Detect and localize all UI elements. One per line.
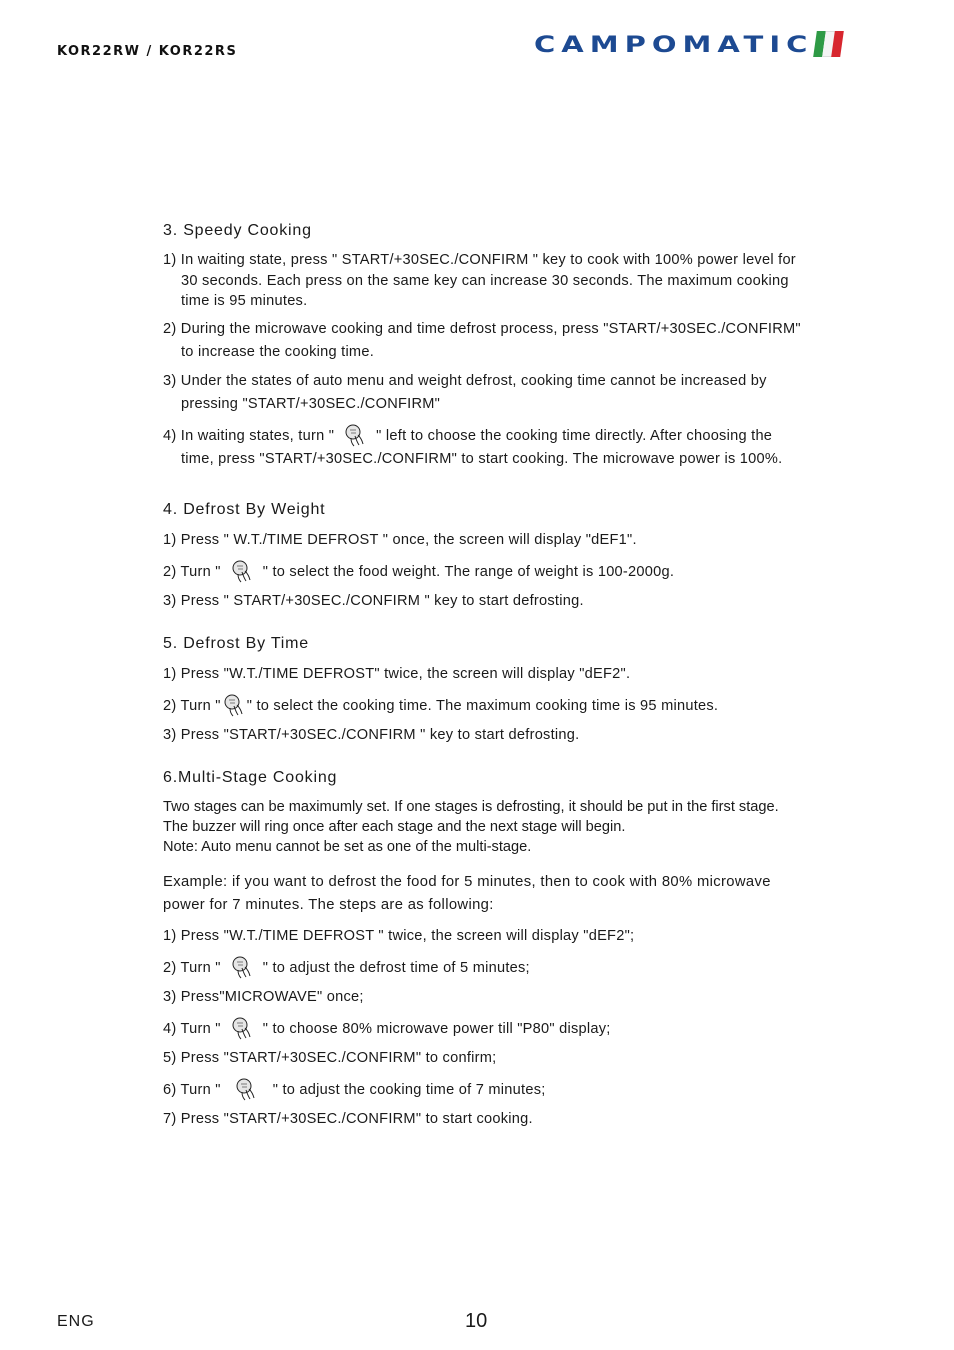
step: 5) Press "START/+30SEC./CONFIRM" to confirm; (163, 1049, 497, 1066)
step: 2) Turn " " to select the cooking time. The maximum cooking time is 95 minutes. (163, 692, 803, 718)
section-title: 6.Multi-Stage Cooking (163, 768, 338, 786)
section-defrost-by-time (163, 635, 803, 747)
italian-flag-icon (814, 31, 845, 57)
step: 2) Turn " " to adjust the defrost time of 5 minutes; (163, 954, 803, 980)
section-title: 4. Defrost By Weight (163, 500, 326, 518)
hand-turning-knob-icon (229, 558, 255, 584)
section-title: 5. Defrost By Time (163, 634, 309, 652)
step: 3) Under the states of auto menu and weight defrost, cooking time cannot be increased by pressing "START/+30SEC./CONFIRM" (163, 372, 767, 412)
section-defrost-by-weight (163, 501, 803, 613)
step: 3) Press " START/+30SEC./CONFIRM " key to start defrosting. (163, 592, 584, 609)
intro-text: Two stages can be maximumly set. If one stages is defrosting, it should be put in the first stage. The buzzer will ring once after each stage and the next stage will begin. Note: Auto menu cannot be set as one of the multi-stage. (163, 798, 779, 855)
manual-content (163, 222, 803, 1153)
step: 1) Press " W.T./TIME DEFROST " once, the screen will display "dEF1". (163, 531, 637, 548)
step: 3) Press "START/+30SEC./CONFIRM " key to start defrosting. (163, 726, 580, 743)
section-speedy-cooking (163, 222, 803, 471)
example-text: Example: if you want to defrost the food for 5 minutes, then to cook with 80% microwave power for 7 minutes. The steps are as following: (163, 873, 771, 913)
step: 2) Turn " " to select the food weight. The range of weight is 100-2000g. (163, 558, 803, 584)
step: 4) Turn " " to choose 80% microwave power till "P80" display; (163, 1015, 803, 1041)
step: 1) Press "W.T./TIME DEFROST" twice, the screen will display "dEF2". (163, 665, 631, 682)
page-number: 10 (465, 1310, 488, 1332)
brand-name: CAMPOMATIC (534, 30, 814, 58)
step: 3) Press"MICROWAVE" once; (163, 988, 364, 1005)
step: 6) Turn " " to adjust the cooking time of 7 minutes; (163, 1076, 803, 1102)
hand-turning-knob-icon (221, 692, 247, 718)
hand-turning-knob-icon (229, 1015, 255, 1041)
section-multi-stage-cooking (163, 769, 803, 1131)
model-number: KOR22RW / KOR22RS (57, 44, 238, 59)
hand-turning-knob-icon (229, 954, 255, 980)
step: 4) In waiting states, turn " " left to choose the cooking time directly. After choosing the time, press "START/+30SEC./CONFIRM" to start cooking. The microwave power is 100%. (163, 422, 803, 471)
step: 7) Press "START/+30SEC./CONFIRM" to start cooking. (163, 1110, 533, 1127)
section-title: 3. Speedy Cooking (163, 222, 312, 239)
step: 2) During the microwave cooking and time defrost process, press "START/+30SEC./CONFIRM" to increase the cooking time. (163, 320, 801, 360)
step: 1) In waiting state, press " START/+30SEC./CONFIRM " key to cook with 100% power level for 30 seconds. Each press on the same key can increase 30 seconds. The maximum cooking time is 95 minutes. (163, 252, 796, 309)
step: 1) Press "W.T./TIME DEFROST " twice, the screen will display "dEF2"; (163, 927, 635, 944)
hand-turning-knob-icon (233, 1076, 259, 1102)
hand-turning-knob-icon (342, 422, 368, 448)
brand-logo (534, 26, 842, 62)
language-label: ENG (57, 1313, 95, 1330)
